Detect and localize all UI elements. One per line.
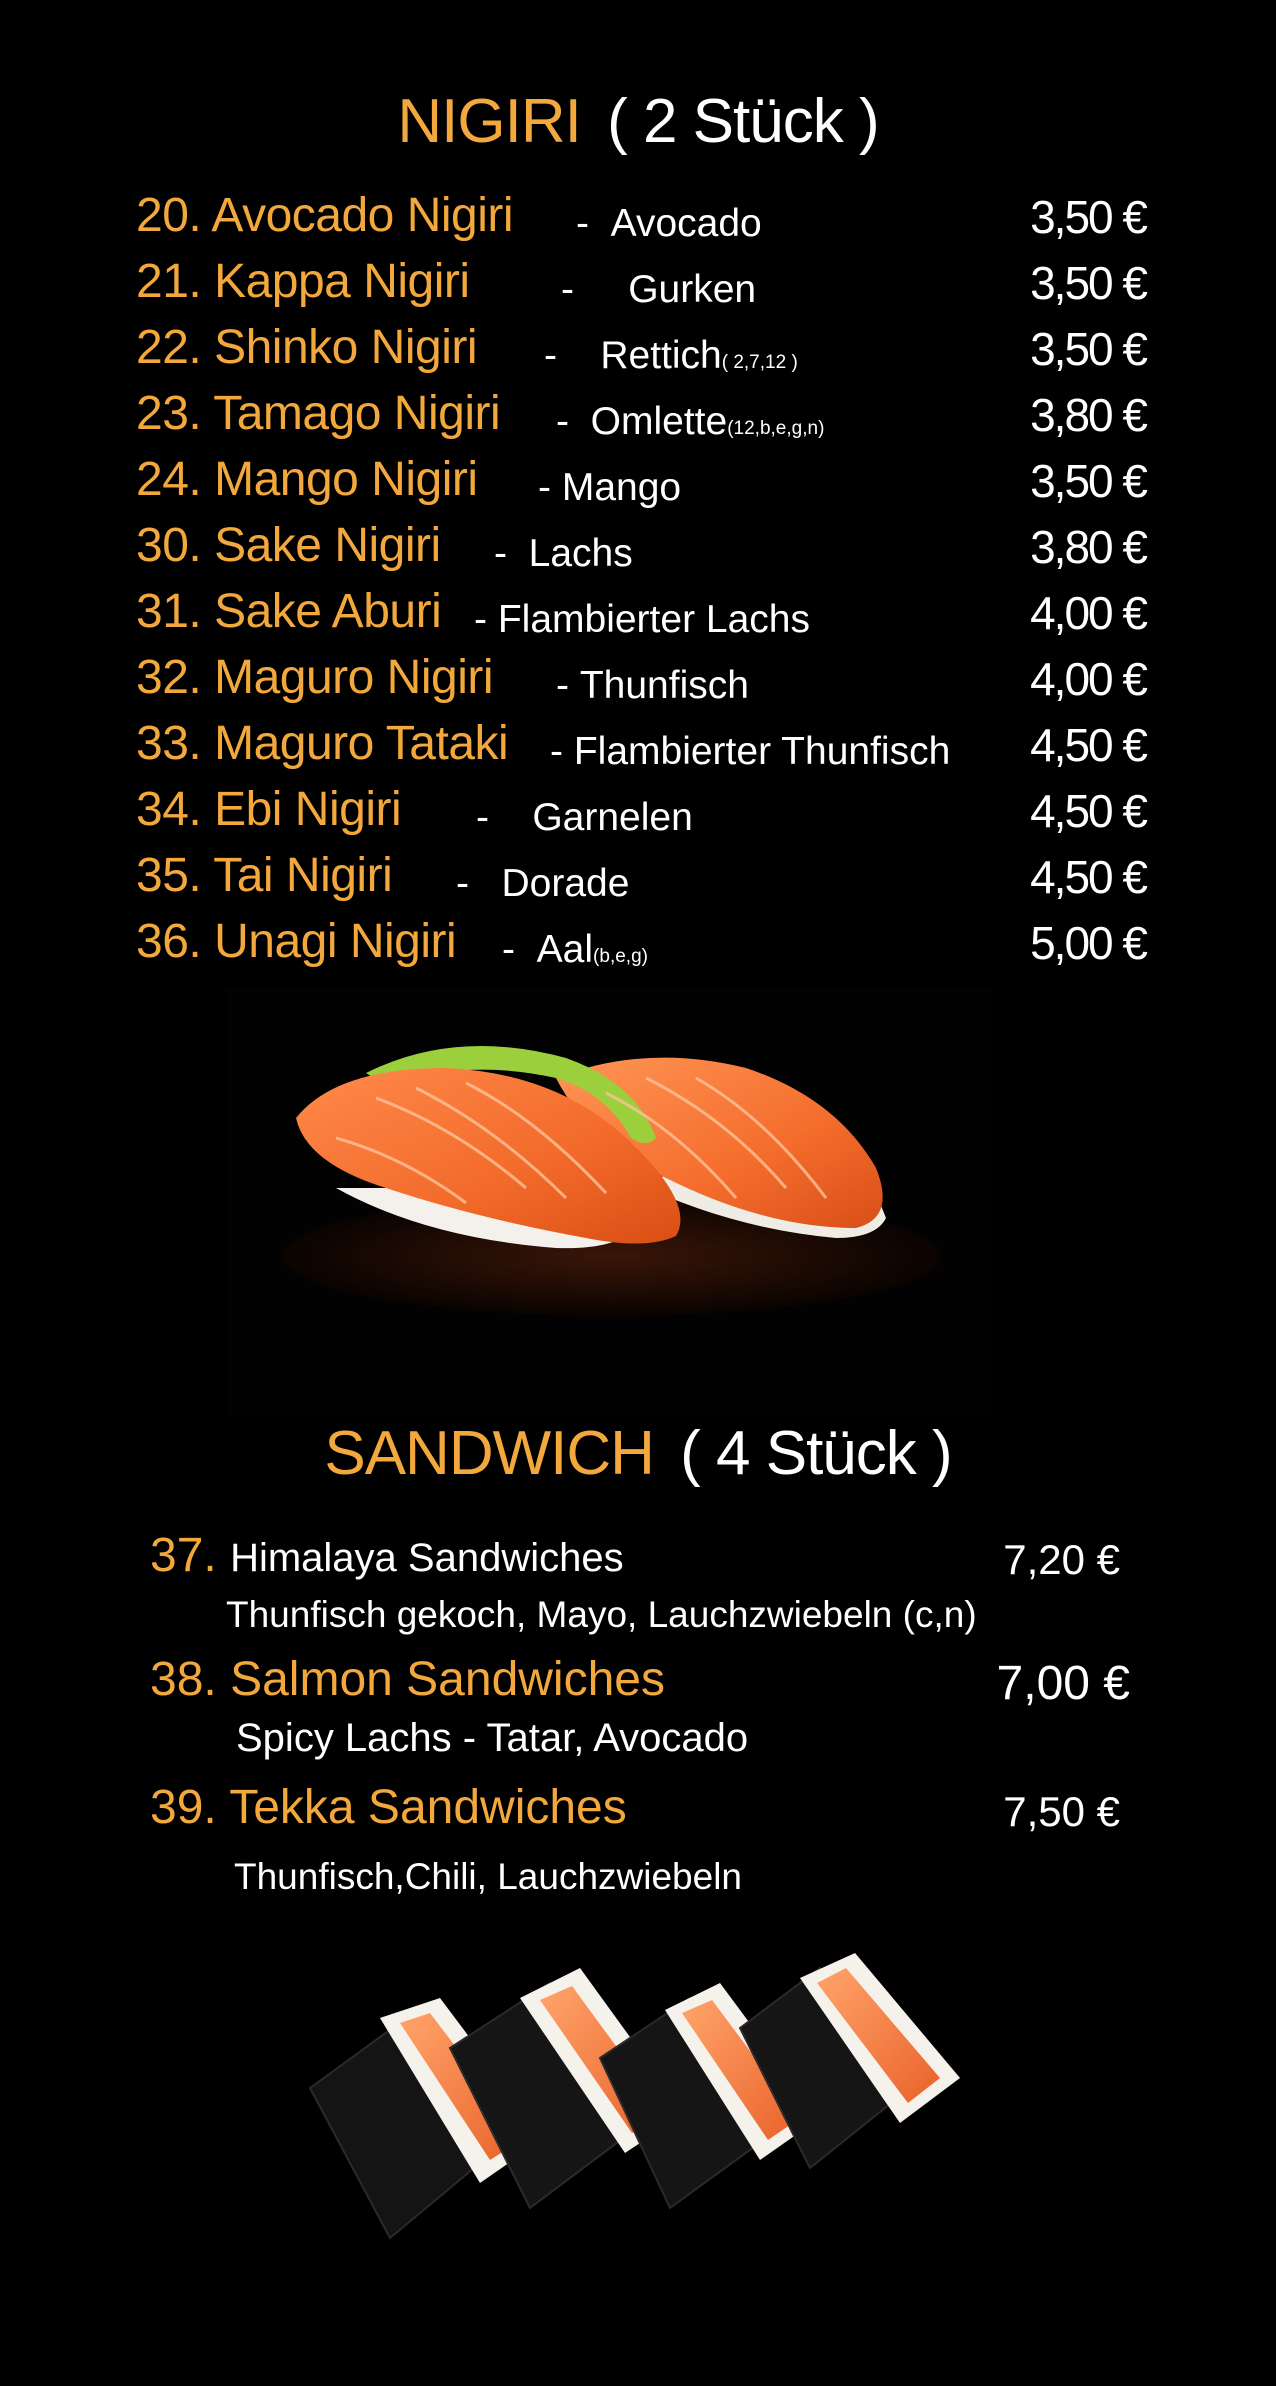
item-price: 4,50 € (1030, 719, 1146, 771)
item-description: - Thunfisch (556, 664, 749, 707)
item-description: - Dorade (456, 862, 630, 905)
menu-item (136, 254, 1146, 314)
item-price: 3,50 € (1030, 323, 1146, 375)
item-price: 7,20 € (1003, 1536, 1120, 1583)
item-description: - Flambierter Thunfisch (550, 730, 951, 773)
item-description: Thunfisch gekoch, Mayo, Lauchzwiebeln (c,n) (226, 1594, 977, 1635)
nigiri-section-title (0, 86, 1276, 157)
item-name: 38. Salmon Sandwiches (150, 1653, 665, 1706)
item-name: 35. Tai Nigiri (136, 849, 393, 902)
item-price: 3,80 € (1030, 389, 1146, 441)
item-description: - Flambierter Lachs (474, 598, 810, 641)
item-price: 4,00 € (1030, 587, 1146, 639)
item-name: 24. Mango Nigiri (136, 453, 478, 506)
salmon-nigiri-illustration (226, 988, 992, 1416)
item-name: 39. Tekka Sandwiches (150, 1781, 627, 1834)
menu-item (136, 782, 1146, 842)
item-name: 34. Ebi Nigiri (136, 783, 402, 836)
sandwich-subtitle: ( 4 Stück ) (680, 1419, 952, 1488)
item-name: 20. Avocado Nigiri (136, 189, 514, 242)
item-name: 33. Maguro Tataki (136, 717, 509, 770)
nigiri-photo (226, 988, 992, 1416)
item-name: 37. Himalaya Sandwiches (150, 1529, 624, 1582)
item-price: 4,50 € (1030, 785, 1146, 837)
menu-item (150, 1528, 1130, 1658)
menu-item (136, 914, 1146, 974)
sushi-sandwich-illustration (280, 1938, 1000, 2298)
item-name: 36. Unagi Nigiri (136, 915, 457, 968)
item-description: - Avocado (576, 202, 762, 245)
sandwich-title: SANDWICH (324, 1419, 654, 1488)
menu-item (136, 452, 1146, 512)
sandwich-photo (280, 1938, 1000, 2298)
menu-item (136, 320, 1146, 380)
nigiri-subtitle: ( 2 Stück ) (607, 87, 879, 156)
item-name: 31. Sake Aburi (136, 585, 442, 638)
item-price: 5,00 € (1030, 917, 1146, 969)
menu-item (150, 1652, 1130, 1782)
menu-item (136, 188, 1146, 248)
item-description: - Lachs (494, 532, 633, 575)
item-description: - Gurken (561, 268, 757, 311)
item-name: 21. Kappa Nigiri (136, 255, 470, 308)
menu-item (136, 848, 1146, 908)
item-name: 30. Sake Nigiri (136, 519, 441, 572)
menu-item (136, 650, 1146, 710)
item-price: 3,50 € (1030, 455, 1146, 507)
item-description: - Mango (538, 466, 682, 509)
item-price: 7,50 € (1003, 1788, 1120, 1835)
item-description: - Aal(b,e,g) (502, 928, 648, 971)
item-price: 7,00 € (996, 1657, 1130, 1710)
item-description: Spicy Lachs - Tatar, Avocado (236, 1716, 749, 1760)
item-name: 23. Tamago Nigiri (136, 387, 501, 440)
menu-item (136, 518, 1146, 578)
item-name: 32. Maguro Nigiri (136, 651, 493, 704)
menu-item (136, 386, 1146, 446)
sandwich-section-title (0, 1418, 1276, 1489)
menu-item (136, 716, 1146, 776)
item-description: Thunfisch,Chili, Lauchzwiebeln (234, 1856, 742, 1897)
item-price: 3,50 € (1030, 191, 1146, 243)
nigiri-title: NIGIRI (397, 87, 581, 156)
menu-item (136, 584, 1146, 644)
item-price: 3,80 € (1030, 521, 1146, 573)
item-price: 4,00 € (1030, 653, 1146, 705)
item-description: - Garnelen (476, 796, 693, 839)
item-description: - Omlette(12,b,e,g,n) (556, 400, 825, 443)
menu-item (150, 1780, 1130, 1920)
item-price: 4,50 € (1030, 851, 1146, 903)
item-description: - Rettich( 2,7,12 ) (544, 334, 798, 377)
item-price: 3,50 € (1030, 257, 1146, 309)
item-name: 22. Shinko Nigiri (136, 321, 478, 374)
